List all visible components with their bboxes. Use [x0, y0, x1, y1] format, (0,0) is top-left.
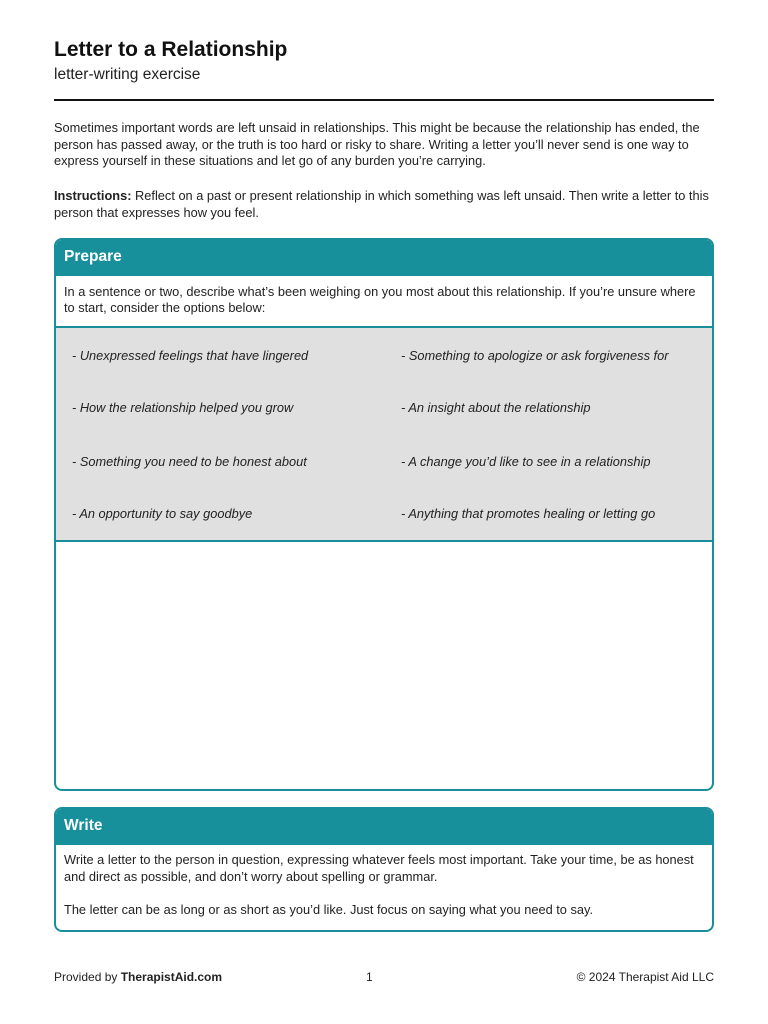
prepare-answer-area[interactable]: [56, 542, 712, 787]
prepare-heading: Prepare: [56, 240, 712, 276]
option-item: - A change you’d like to see in a relationship: [401, 454, 651, 469]
footer-brand: TherapistAid.com: [120, 970, 223, 984]
option-item: - How the relationship helped you grow: [72, 400, 294, 415]
footer-copyright: © 2024 Therapist Aid LLC: [576, 970, 714, 984]
write-heading: Write: [56, 809, 712, 845]
option-item: - Something to apologize or ask forgiveness for: [401, 348, 669, 363]
option-item: - Something you need to be honest about: [72, 454, 307, 469]
footer-provided-label: Provided by: [54, 970, 121, 984]
prepare-options: [56, 328, 712, 542]
write-section: [54, 807, 714, 932]
write-paragraph-1: Write a letter to the person in question, expressing whatever feels most important. Take your time, be as honest and direct as possible, and don’t worry about spelling or grammar.: [64, 852, 694, 884]
write-paragraph-2: The letter can be as long or as short as you’d like. Just focus on saying what you need to say.: [64, 902, 593, 918]
title-divider: [54, 99, 714, 101]
instructions-lead: Instructions:: [54, 188, 132, 203]
prepare-prompt: In a sentence or two, describe what’s been weighing on you most about this relationship. If you’re unsure where to start, consider the options below:: [56, 276, 712, 328]
footer-provided-by: [54, 970, 222, 984]
option-item: - An opportunity to say goodbye: [72, 506, 253, 521]
instructions-paragraph: [54, 188, 714, 221]
option-item: - Unexpressed feelings that have lingered: [72, 348, 309, 363]
prepare-section: [54, 238, 714, 791]
write-body: [56, 845, 712, 919]
option-item: - An insight about the relationship: [401, 400, 591, 415]
page-title: Letter to a Relationship: [54, 38, 288, 61]
page-subtitle: letter-writing exercise: [54, 66, 201, 83]
intro-paragraph: Sometimes important words are left unsaid in relationships. This might be because the relationship has ended, the person has passed away, or the truth is too hard or risky to share. Writing a letter you’ll never send is one way to express yourself in these situations and let go of any burden you’re carrying.: [54, 120, 700, 169]
instructions-text: Reflect on a past or present relationship in which something was left unsaid. Then write a letter to this person that expresses how you feel.: [54, 188, 709, 220]
page-number: 1: [366, 970, 373, 984]
option-item: - Anything that promotes healing or letting go: [401, 506, 656, 521]
